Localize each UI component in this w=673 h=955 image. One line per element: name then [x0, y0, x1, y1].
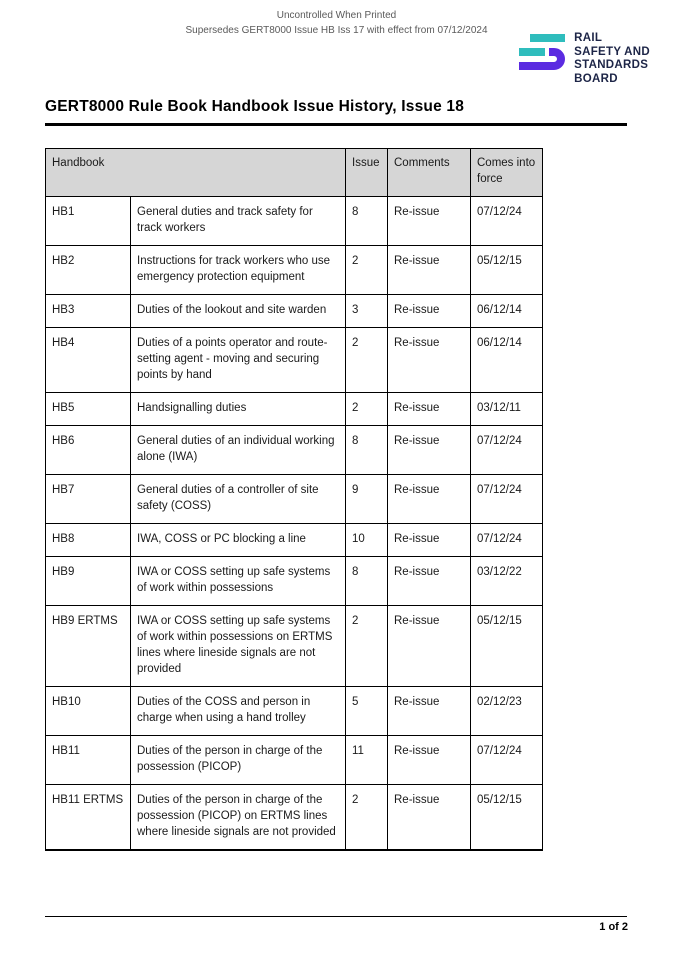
- comes-into-force-date: 06/12/14: [471, 328, 543, 393]
- handbook-code: HB2: [46, 246, 131, 295]
- column-header-comes-into-force: Comes into force: [471, 149, 543, 197]
- handbook-description: Duties of the person in charge of the possession (PICOP): [131, 736, 346, 785]
- comes-into-force-date: 07/12/24: [471, 736, 543, 785]
- comments-value: Re-issue: [388, 785, 471, 851]
- comments-value: Re-issue: [388, 475, 471, 524]
- table-header-row: [46, 149, 543, 197]
- handbook-description: General duties and track safety for track workers: [131, 197, 346, 246]
- notice-line-2: Supersedes GERT8000 Issue HB Iss 17 with effect from 07/12/2024: [185, 25, 488, 36]
- handbook-description: General duties of an individual working alone (IWA): [131, 426, 346, 475]
- comments-value: Re-issue: [388, 687, 471, 736]
- issue-number: 11: [346, 736, 388, 785]
- comments-value: Re-issue: [388, 197, 471, 246]
- handbook-code: HB5: [46, 393, 131, 426]
- table-row: [46, 557, 543, 606]
- comments-value: Re-issue: [388, 246, 471, 295]
- comes-into-force-date: 02/12/23: [471, 687, 543, 736]
- comments-value: Re-issue: [388, 328, 471, 393]
- issue-number: 8: [346, 557, 388, 606]
- issue-number: 2: [346, 393, 388, 426]
- table-row: [46, 687, 543, 736]
- rssb-logo-text: [574, 32, 650, 86]
- issue-number: 2: [346, 606, 388, 687]
- issue-number: 3: [346, 295, 388, 328]
- handbook-code: HB11: [46, 736, 131, 785]
- handbook-description: Duties of the person in charge of the possession (PICOP) on ERTMS lines where lineside signals are not provided: [131, 785, 346, 851]
- table-row: [46, 475, 543, 524]
- page-number: 1 of 2: [599, 921, 628, 933]
- comes-into-force-date: 06/12/14: [471, 295, 543, 328]
- handbook-description: General duties of a controller of site safety (COSS): [131, 475, 346, 524]
- table-row: [46, 785, 543, 851]
- logo-text-line-4: BOARD: [574, 72, 618, 85]
- issue-number: 9: [346, 475, 388, 524]
- issue-number: 2: [346, 246, 388, 295]
- comments-value: Re-issue: [388, 557, 471, 606]
- comes-into-force-date: 03/12/22: [471, 557, 543, 606]
- table-row: [46, 736, 543, 785]
- comes-into-force-date: 07/12/24: [471, 524, 543, 557]
- handbook-code: HB9: [46, 557, 131, 606]
- column-header-issue: Issue: [346, 149, 388, 197]
- handbook-code: HB4: [46, 328, 131, 393]
- comments-value: Re-issue: [388, 295, 471, 328]
- handbook-description: Duties of a points operator and route-setting agent - moving and securing points by hand: [131, 328, 346, 393]
- table-body: [46, 197, 543, 851]
- comes-into-force-date: 07/12/24: [471, 475, 543, 524]
- handbook-code: HB9 ERTMS: [46, 606, 131, 687]
- handbook-description: IWA or COSS setting up safe systems of work within possessions: [131, 557, 346, 606]
- footer-rule: [45, 916, 627, 917]
- rssb-logo-icon: [519, 34, 565, 70]
- handbook-description: Handsignalling duties: [131, 393, 346, 426]
- issue-history-table: [45, 148, 543, 851]
- logo-text-line-1: RAIL: [574, 32, 603, 44]
- handbook-code: HB10: [46, 687, 131, 736]
- comments-value: Re-issue: [388, 426, 471, 475]
- comments-value: Re-issue: [388, 736, 471, 785]
- handbook-description: IWA, COSS or PC blocking a line: [131, 524, 346, 557]
- handbook-code: HB1: [46, 197, 131, 246]
- handbook-description: Duties of the COSS and person in charge when using a hand trolley: [131, 687, 346, 736]
- handbook-code: HB3: [46, 295, 131, 328]
- logo-text-line-2: SAFETY AND: [574, 45, 650, 58]
- page-title: GERT8000 Rule Book Handbook Issue History, Issue 18: [45, 98, 627, 126]
- issue-number: 2: [346, 785, 388, 851]
- table-row: [46, 246, 543, 295]
- handbook-description: Duties of the lookout and site warden: [131, 295, 346, 328]
- comments-value: Re-issue: [388, 606, 471, 687]
- comments-value: Re-issue: [388, 524, 471, 557]
- rssb-logo: [519, 32, 650, 86]
- comes-into-force-date: 05/12/15: [471, 246, 543, 295]
- table-row: [46, 197, 543, 246]
- comes-into-force-date: 05/12/15: [471, 785, 543, 851]
- issue-number: 2: [346, 328, 388, 393]
- comments-value: Re-issue: [388, 393, 471, 426]
- comes-into-force-date: 03/12/11: [471, 393, 543, 426]
- table-row: [46, 606, 543, 687]
- column-header-handbook: Handbook: [46, 149, 346, 197]
- handbook-description: IWA or COSS setting up safe systems of work within possessions on ERTMS lines where lineside signals are not provided: [131, 606, 346, 687]
- handbook-code: HB8: [46, 524, 131, 557]
- handbook-code: HB11 ERTMS: [46, 785, 131, 851]
- notice-line-1: Uncontrolled When Printed: [276, 10, 397, 21]
- handbook-code: HB7: [46, 475, 131, 524]
- issue-number: 10: [346, 524, 388, 557]
- table-row: [46, 524, 543, 557]
- issue-number: 5: [346, 687, 388, 736]
- logo-text-line-3: STANDARDS: [574, 59, 649, 71]
- table-row: [46, 295, 543, 328]
- table-row: [46, 393, 543, 426]
- column-header-comments: Comments: [388, 149, 471, 197]
- comes-into-force-date: 05/12/15: [471, 606, 543, 687]
- handbook-code: HB6: [46, 426, 131, 475]
- comes-into-force-date: 07/12/24: [471, 197, 543, 246]
- table-row: [46, 426, 543, 475]
- comes-into-force-date: 07/12/24: [471, 426, 543, 475]
- handbook-description: Instructions for track workers who use emergency protection equipment: [131, 246, 346, 295]
- table-row: [46, 328, 543, 393]
- issue-number: 8: [346, 197, 388, 246]
- issue-number: 8: [346, 426, 388, 475]
